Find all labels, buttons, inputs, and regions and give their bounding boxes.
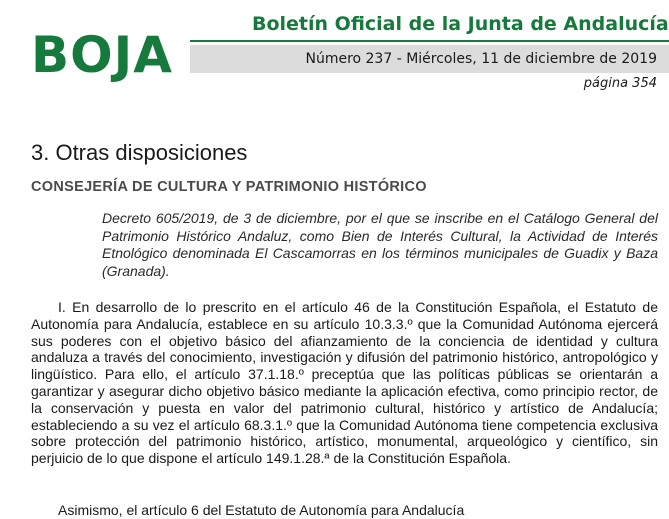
page-number: página 354 xyxy=(583,76,657,91)
body-paragraph: I. En desarrollo de lo prescrito en el artículo 46 de la Constitución Española, el Estatuto de Autonomía para Andalucía, establece en su artículo 10.3.3.º que la Comunidad Autónoma ejercerá sus poderes con el objetivo básico del afianzamiento de la conciencia de identidad y cultura andaluza a través del conocimiento, investigación y difusión del patrimonio histórico, antropológico y lingüístico. Para ello, el artículo 37.1.18.º preceptúa que las políticas públicas se orientarán a garantizar y asegurar dicho objetivo básico mediante la aplicación efectiva, como principio rector, de la conservación y puesta en valor del patrimonio cultural, histórico y artístico de Andalucía; estableciendo a su vez el artículo 68.3.1.º que la Comunidad Autónoma tiene competencia exclusiva sobre protección del patrimonio histórico, artístico, monumental, arqueológico y científico, sin perjuicio de lo que dispone el artículo 149.1.28.ª de la Constitución Española. xyxy=(31,299,658,467)
ministry-heading: CONSEJERÍA DE CULTURA Y PATRIMONIO HISTÓRICO xyxy=(31,179,427,195)
boja-logo: BOJA xyxy=(31,26,173,84)
body-paragraph-cut: Asimismo, el artículo 6 del Estatuto de Autonomía para Andalucía xyxy=(58,502,465,518)
header-divider xyxy=(190,40,669,42)
decree-summary: Decreto 605/2019, de 3 de diciembre, por el que se inscribe en el Catálogo General del Patrimonio Histórico Andaluz, como Bien de Interés Cultural, la Actividad de Interés Etnológico denominada El Cascamorras en los términos municipales de Guadix y Baza (Granada). xyxy=(102,210,658,279)
issue-info: Número 237 - Miércoles, 11 de diciembre de 2019 xyxy=(305,51,657,67)
section-heading: 3. Otras disposiciones xyxy=(31,140,248,165)
bulletin-title: Boletín Oficial de la Junta de Andalucía xyxy=(252,13,669,35)
